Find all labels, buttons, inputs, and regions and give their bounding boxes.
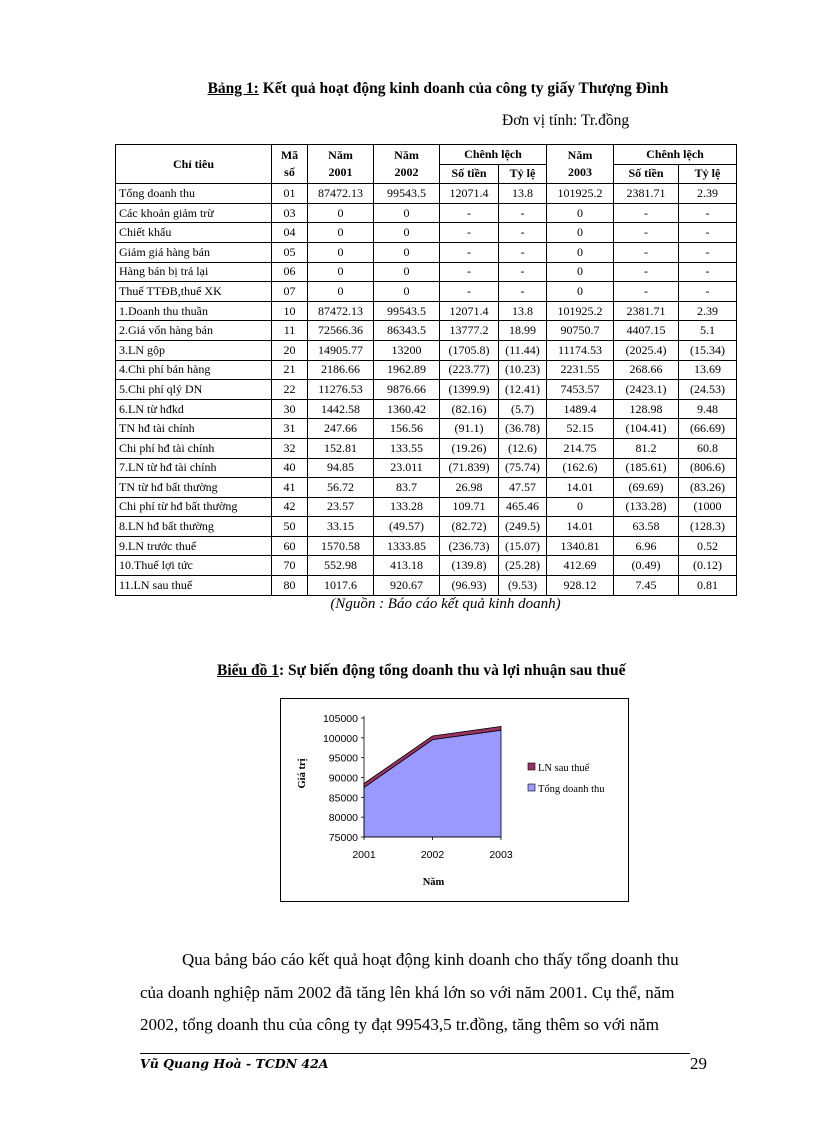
table-title-text: Kết quả hoạt động kinh doanh của công ty giấy Thượng Đình (258, 80, 669, 97)
table-cell: 23.011 (374, 458, 440, 478)
row-label: Các khoản giảm trừ (116, 203, 272, 223)
table-cell: 0 (547, 242, 614, 262)
table-cell: - (440, 262, 499, 282)
table-cell: (806.6) (679, 458, 737, 478)
table-cell: (139.8) (440, 556, 499, 576)
table-cell: 2381.71 (614, 301, 679, 321)
table-row (116, 184, 737, 204)
footer-author: Vũ Quang Hoà - TCDN 42A (140, 1056, 329, 1071)
table-cell: - (440, 242, 499, 262)
table-cell: 133.55 (374, 438, 440, 458)
table-cell: 90750.7 (547, 321, 614, 341)
paragraph-line: 2002, tổng doanh thu của công ty đạt 99543,5 tr.đồng, tăng thêm so với năm (140, 1015, 659, 1034)
table-cell: 9876.66 (374, 380, 440, 400)
footer-divider (140, 1053, 690, 1054)
body-paragraph (140, 944, 716, 1042)
row-label: 11.LN sau thuế (116, 576, 272, 596)
table-cell: 0 (308, 242, 374, 262)
table-cell: - (440, 203, 499, 223)
table-cell: (82.72) (440, 517, 499, 537)
table-cell: 7.45 (614, 576, 679, 596)
table-cell: 06 (272, 262, 308, 282)
table-cell: (9.53) (499, 576, 547, 596)
table-row (116, 556, 737, 576)
table-cell: 1333.85 (374, 536, 440, 556)
row-label: Thuế TTĐB,thuế XK (116, 282, 272, 302)
table-cell: 40 (272, 458, 308, 478)
table-cell: 1570.58 (308, 536, 374, 556)
table-cell: 4407.15 (614, 321, 679, 341)
table-cell: 12071.4 (440, 301, 499, 321)
table-cell: (11.44) (499, 340, 547, 360)
table-row (116, 399, 737, 419)
table-cell: 52.15 (547, 419, 614, 439)
table-cell: 0 (547, 282, 614, 302)
table-cell: 101925.2 (547, 184, 614, 204)
header-sotien: Số tiền (440, 164, 499, 184)
row-label: 6.LN từ hđkd (116, 399, 272, 419)
legend-swatch-ln-sau-thue (528, 763, 535, 770)
table-cell: (104.41) (614, 419, 679, 439)
row-label: Chi phí từ hđ bất thường (116, 497, 272, 517)
table-cell: 99543.5 (374, 301, 440, 321)
table-cell: (83.26) (679, 478, 737, 498)
table-cell: - (614, 262, 679, 282)
y-tick-label: 80000 (328, 812, 358, 825)
table-row (116, 478, 737, 498)
header-nam: Năm (328, 148, 353, 163)
table-cell: (5.7) (499, 399, 547, 419)
business-results-table (115, 144, 737, 596)
table-cell: 928.12 (547, 576, 614, 596)
header-nam: Năm (567, 148, 593, 163)
x-tick-label: 2003 (489, 849, 513, 861)
table-cell: 33.15 (308, 517, 374, 537)
table-cell: 0 (374, 262, 440, 282)
table-cell: 83.7 (374, 478, 440, 498)
table-cell: 0 (547, 223, 614, 243)
table-cell: 60.8 (679, 438, 737, 458)
table-cell: 10 (272, 301, 308, 321)
table-cell: 99543.5 (374, 184, 440, 204)
row-label: Giảm giá hàng bán (116, 242, 272, 262)
table-cell: (91.1) (440, 419, 499, 439)
table-cell: 87472.13 (308, 184, 374, 204)
table-cell: 0.52 (679, 536, 737, 556)
table-cell: - (499, 242, 547, 262)
table-cell: 12071.4 (440, 184, 499, 204)
paragraph-line: Qua bảng báo cáo kết quả hoạt động kinh doanh cho thấy tổng doanh thu (182, 950, 679, 969)
table-cell: 11174.53 (547, 340, 614, 360)
table-cell: 72566.36 (308, 321, 374, 341)
table-cell: (36.78) (499, 419, 547, 439)
table-row (116, 360, 737, 380)
table-cell: - (679, 262, 737, 282)
table-row (116, 419, 737, 439)
table-cell: 0 (547, 262, 614, 282)
table-cell: 413.18 (374, 556, 440, 576)
table-cell: 23.57 (308, 497, 374, 517)
table-cell: (0.12) (679, 556, 737, 576)
table-cell: - (499, 262, 547, 282)
table-cell: 18.99 (499, 321, 547, 341)
header-chenhlech-1: Chênh lệch (440, 145, 547, 165)
table-row (116, 380, 737, 400)
table-cell: 70 (272, 556, 308, 576)
table-row (116, 262, 737, 282)
table-cell: (10.23) (499, 360, 547, 380)
header-maso (272, 145, 308, 184)
table-cell: 214.75 (547, 438, 614, 458)
table-cell: 101925.2 (547, 301, 614, 321)
table-cell: 14905.77 (308, 340, 374, 360)
row-label: Hàng bán bị trả lại (116, 262, 272, 282)
table-cell: (0.49) (614, 556, 679, 576)
header-chitieu: Chỉ tiêu (116, 145, 272, 184)
table-cell: 0.81 (679, 576, 737, 596)
table-cell: 20 (272, 340, 308, 360)
table-cell: (19.26) (440, 438, 499, 458)
table-cell: (15.07) (499, 536, 547, 556)
table-cell: 9.48 (679, 399, 737, 419)
table-cell: 2186.66 (308, 360, 374, 380)
header-maso-line1: Mã (280, 148, 299, 163)
table-cell: 13.8 (499, 184, 547, 204)
table-row (116, 517, 737, 537)
header-nam: Năm (394, 148, 419, 163)
table-cell: 22 (272, 380, 308, 400)
y-tick-label: 105000 (322, 713, 358, 725)
table-cell: 47.57 (499, 478, 547, 498)
table-cell: 56.72 (308, 478, 374, 498)
table-cell: 41 (272, 478, 308, 498)
table-cell: (82.16) (440, 399, 499, 419)
table-cell: 80 (272, 576, 308, 596)
table-row (116, 536, 737, 556)
table-row (116, 203, 737, 223)
chart-title (217, 662, 626, 680)
row-label: 9.LN trước thuế (116, 536, 272, 556)
table-cell: - (679, 282, 737, 302)
x-tick-label: 2002 (420, 849, 445, 861)
table-cell: 86343.5 (374, 321, 440, 341)
header-tyle: Tỷ lệ (499, 164, 547, 184)
row-label: 1.Doanh thu thuần (116, 301, 272, 321)
table-cell: 81.2 (614, 438, 679, 458)
table-cell: 5.1 (679, 321, 737, 341)
table-cell: 01 (272, 184, 308, 204)
table-cell: 0 (374, 223, 440, 243)
table-cell: (249.5) (499, 517, 547, 537)
table-cell: 0 (308, 203, 374, 223)
legend-label-tong-doanh-thu: Tổng doanh thu (538, 784, 605, 795)
source-note: (Nguồn : Báo cáo kết quả kinh doanh) (330, 596, 561, 612)
table-cell: (1399.9) (440, 380, 499, 400)
table-cell: 32 (272, 438, 308, 458)
table-cell: 04 (272, 223, 308, 243)
table-cell: 128.98 (614, 399, 679, 419)
table-cell: 1360.42 (374, 399, 440, 419)
table-row (116, 576, 737, 596)
table-cell: 0 (547, 203, 614, 223)
table-cell: 109.71 (440, 497, 499, 517)
header-maso-line2: số (284, 165, 295, 180)
row-label: TN từ hđ bất thường (116, 478, 272, 498)
table-cell: 2231.55 (547, 360, 614, 380)
table-cell: 0 (374, 203, 440, 223)
table-cell: 465.46 (499, 497, 547, 517)
table-cell: 13777.2 (440, 321, 499, 341)
row-label: Tổng doanh thu (116, 184, 272, 204)
table-cell: 50 (272, 517, 308, 537)
header-2001 (308, 145, 374, 184)
table-cell: - (679, 242, 737, 262)
chart-title-label: Biểu đồ 1 (217, 662, 280, 679)
chart-frame (280, 698, 629, 902)
row-label: 10.Thuế lợi tức (116, 556, 272, 576)
table-cell: 0 (308, 223, 374, 243)
table-title (0, 80, 816, 98)
table-cell: (49.57) (374, 517, 440, 537)
y-tick-label: 100000 (322, 732, 358, 745)
table-cell: - (614, 242, 679, 262)
table-row (116, 438, 737, 458)
table-cell: 1017.6 (308, 576, 374, 596)
table-cell: (1000 (679, 497, 737, 517)
table-cell: - (614, 203, 679, 223)
table-cell: (133.28) (614, 497, 679, 517)
y-tick-label: 90000 (328, 772, 358, 785)
row-label: 8.LN hđ bất thường (116, 517, 272, 537)
x-axis-label: Năm (422, 877, 445, 888)
y-tick-label: 85000 (328, 792, 358, 805)
table-cell: 1489.4 (547, 399, 614, 419)
table-row (116, 301, 737, 321)
x-tick-label: 2001 (352, 849, 376, 861)
row-label: 7.LN từ hđ tài chính (116, 458, 272, 478)
table-cell: 552.98 (308, 556, 374, 576)
table-cell: 07 (272, 282, 308, 302)
table-cell: 13200 (374, 340, 440, 360)
table-cell: 2381.71 (614, 184, 679, 204)
table-title-label: Bảng 1: (207, 80, 259, 97)
row-label: 3.LN gộp (116, 340, 272, 360)
table-row (116, 458, 737, 478)
table-cell: (96.93) (440, 576, 499, 596)
table-cell: 0 (374, 282, 440, 302)
table-cell: - (499, 203, 547, 223)
table-cell: 1340.81 (547, 536, 614, 556)
y-axis-label: Giá trị (297, 758, 308, 789)
table-cell: 0 (308, 282, 374, 302)
table-cell: - (440, 223, 499, 243)
area-tong-doanh-thu (364, 730, 501, 837)
header-tyle: Tỷ lệ (679, 164, 737, 184)
table-cell: 63.58 (614, 517, 679, 537)
table-cell: (236.73) (440, 536, 499, 556)
table-cell: (12.41) (499, 380, 547, 400)
header-2003 (547, 145, 614, 184)
header-year: 2001 (328, 165, 353, 180)
table-cell: 14.01 (547, 478, 614, 498)
paragraph-line: của doanh nghiệp năm 2002 đã tăng lên khá lớn so với năm 2001. Cụ thể, năm (140, 982, 675, 1002)
table-cell: (223.77) (440, 360, 499, 380)
table-cell: 133.28 (374, 497, 440, 517)
table-cell: - (440, 282, 499, 302)
table-row (116, 223, 737, 243)
table-cell: 1962.89 (374, 360, 440, 380)
table-cell: 247.66 (308, 419, 374, 439)
table-cell: 156.56 (374, 419, 440, 439)
table-cell: 42 (272, 497, 308, 517)
table-cell: 13.69 (679, 360, 737, 380)
table-cell: 13.8 (499, 301, 547, 321)
table-cell: (24.53) (679, 380, 737, 400)
table-row (116, 282, 737, 302)
table-cell: - (679, 203, 737, 223)
table-cell: 920.67 (374, 576, 440, 596)
table-cell: 6.96 (614, 536, 679, 556)
table-cell: - (679, 223, 737, 243)
table-cell: 7453.57 (547, 380, 614, 400)
table-row (116, 242, 737, 262)
legend-swatch-tong-doanh-thu (528, 784, 535, 791)
row-label: Chiết khấu (116, 223, 272, 243)
table-cell: 05 (272, 242, 308, 262)
table-cell: (2423.1) (614, 380, 679, 400)
table-cell: (15.34) (679, 340, 737, 360)
table-cell: (69.69) (614, 478, 679, 498)
row-label: 2.Giá vốn hàng bán (116, 321, 272, 341)
table-cell: 14.01 (547, 517, 614, 537)
table-cell: - (614, 223, 679, 243)
table-cell: (25.28) (499, 556, 547, 576)
table-cell: 0 (547, 497, 614, 517)
header-year: 2002 (394, 165, 419, 180)
table-cell: (2025.4) (614, 340, 679, 360)
table-cell: 152.81 (308, 438, 374, 458)
table-cell: - (614, 282, 679, 302)
table-cell: 03 (272, 203, 308, 223)
table-cell: (1705.8) (440, 340, 499, 360)
legend-label-ln-sau-thue: LN sau thuế (538, 763, 590, 774)
unit-note: Đơn vị tính: Tr.đồng (502, 112, 630, 129)
table-cell: 30 (272, 399, 308, 419)
row-label: 5.Chi phí qlý DN (116, 380, 272, 400)
page-number: 29 (690, 1054, 707, 1073)
table-cell: (66.69) (679, 419, 737, 439)
table-cell: (128.3) (679, 517, 737, 537)
table-cell: 0 (374, 242, 440, 262)
row-label: TN hđ tài chính (116, 419, 272, 439)
table-row (116, 340, 737, 360)
header-year: 2003 (568, 165, 592, 180)
table-row (116, 321, 737, 341)
table-cell: 94.85 (308, 458, 374, 478)
table-cell: 412.69 (547, 556, 614, 576)
chart-title-text: : Sự biến động tổng doanh thu và lợi nhuận sau thuế (279, 662, 626, 679)
table-row (116, 497, 737, 517)
row-label: Chi phí hđ tài chính (116, 438, 272, 458)
table-cell: 1442.58 (308, 399, 374, 419)
table-cell: (185.61) (614, 458, 679, 478)
header-sotien: Số tiền (614, 164, 679, 184)
table-cell: (12.6) (499, 438, 547, 458)
table-cell: 11276.53 (308, 380, 374, 400)
header-2002 (374, 145, 440, 184)
table-cell: 87472.13 (308, 301, 374, 321)
table-cell: 2.39 (679, 184, 737, 204)
y-tick-label: 75000 (328, 832, 358, 844)
header-chenhlech-2: Chênh lệch (614, 145, 737, 165)
revenue-profit-chart (281, 699, 628, 901)
table-cell: 60 (272, 536, 308, 556)
table-cell: 0 (308, 262, 374, 282)
y-tick-label: 95000 (328, 752, 358, 765)
row-label: 4.Chi phí bán hàng (116, 360, 272, 380)
table-cell: 268.66 (614, 360, 679, 380)
table-cell: 21 (272, 360, 308, 380)
table-body (116, 184, 737, 595)
table-cell: 11 (272, 321, 308, 341)
table-cell: - (499, 282, 547, 302)
table-cell: 31 (272, 419, 308, 439)
table-cell: 26.98 (440, 478, 499, 498)
table-cell: (75.74) (499, 458, 547, 478)
table-cell: (71.839) (440, 458, 499, 478)
table-cell: - (499, 223, 547, 243)
table-cell: (162.6) (547, 458, 614, 478)
table-cell: 2.39 (679, 301, 737, 321)
